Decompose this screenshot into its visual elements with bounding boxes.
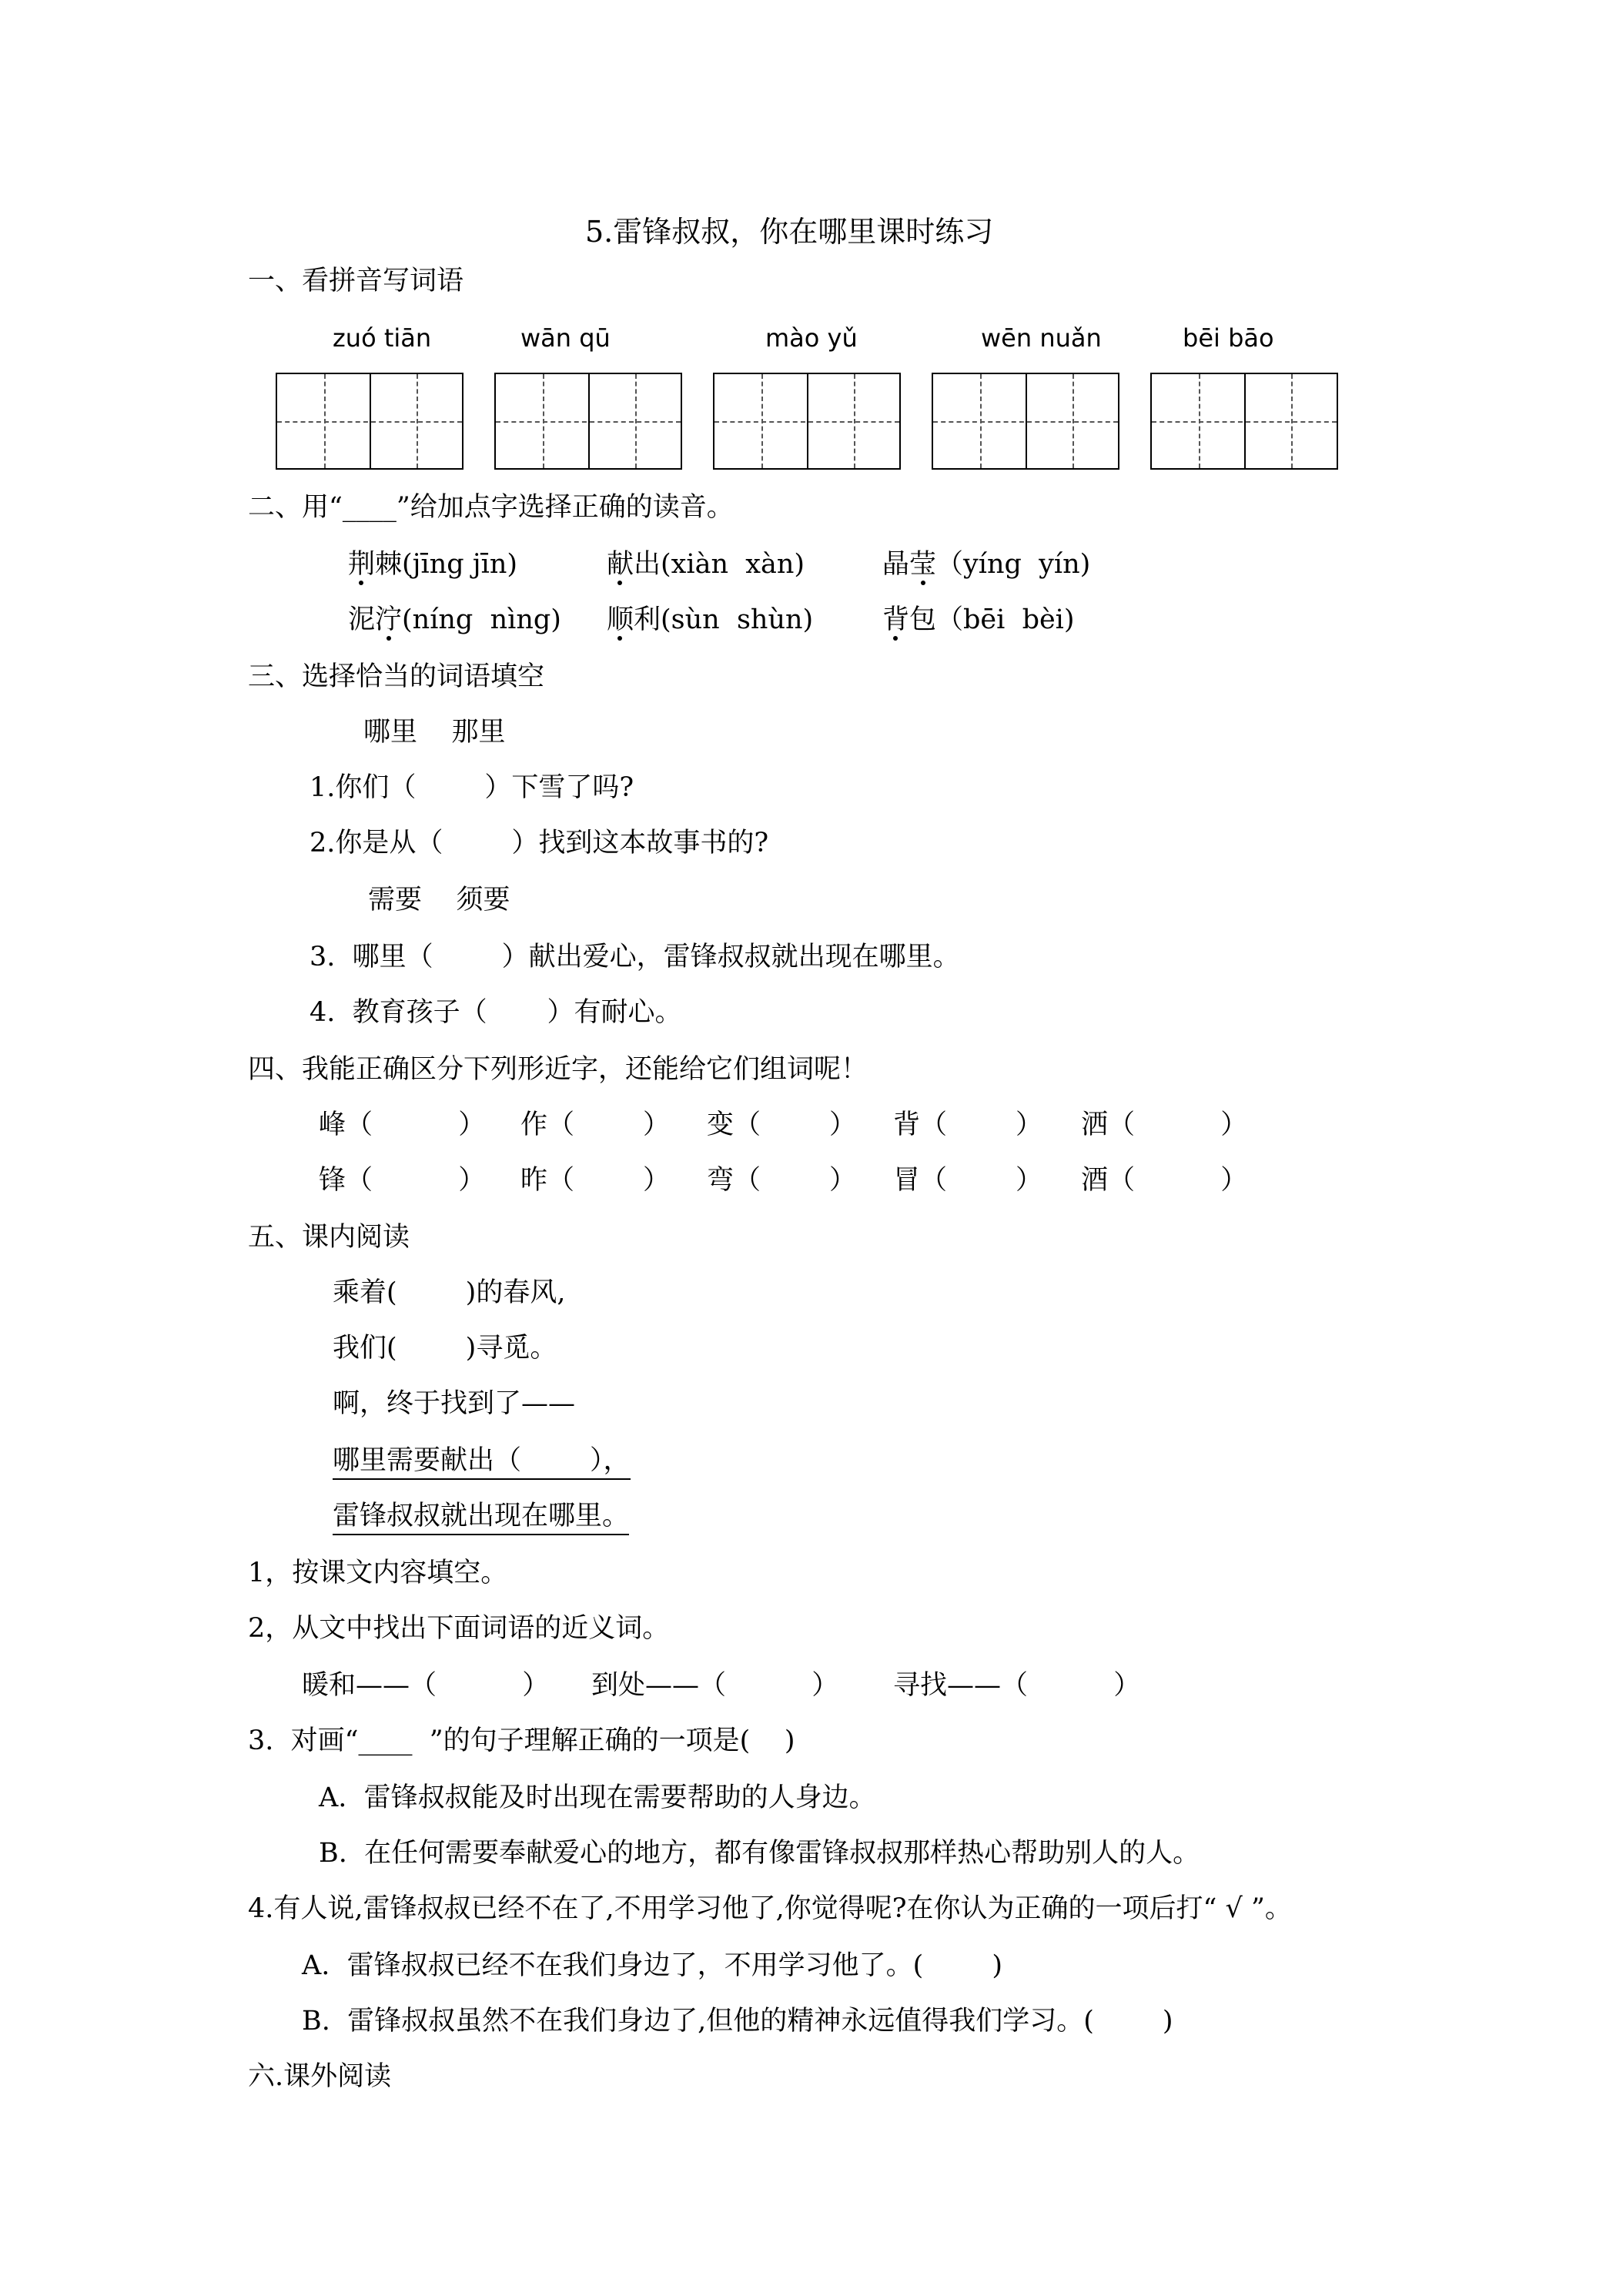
pinyin-2: wān qū xyxy=(520,323,611,353)
reading-item-3: 晶莹（yíng yín) xyxy=(882,549,1091,580)
poem-line-1: 乘着( )的春风, xyxy=(333,1277,566,1308)
fill-question-3: 3. 哪里（ ）献出爱心，雷锋叔叔就出现在哪里。 xyxy=(310,942,960,972)
writing-grid-3[interactable] xyxy=(713,373,901,470)
reading-question-4: 4.有人说,雷锋叔叔已经不在了,不用学习他了,你觉得呢?在你认为正确的一项后打“ √ ”。 xyxy=(248,1893,1292,1924)
similar-char-9: 冒（ ） xyxy=(893,1165,1043,1196)
pinyin-4: wēn nuǎn xyxy=(981,323,1102,353)
emphasis-dot xyxy=(387,636,391,641)
fill-question-2: 2.你是从（ ）找到这本故事书的? xyxy=(310,828,769,858)
similar-char-2: 作（ ） xyxy=(520,1110,671,1140)
option-4b: B. 雷锋叔叔虽然不在我们身边了,但他的精神永远值得我们学习。( ) xyxy=(302,2006,1173,2037)
synonym-2: 到处——（ ） xyxy=(591,1670,839,1701)
emphasis-dot xyxy=(617,581,622,585)
synonym-1: 暖和——（ ） xyxy=(302,1670,550,1701)
similar-char-6: 锋（ ） xyxy=(319,1165,486,1196)
poem-line-5-underlined: 雷锋叔叔就出现在哪里。 xyxy=(333,1498,629,1535)
writing-grid-5[interactable] xyxy=(1150,373,1338,470)
emphasis-dot xyxy=(893,636,898,641)
option-3a: A. 雷锋叔叔能及时出现在需要帮助的人身边。 xyxy=(319,1782,876,1813)
similar-char-4: 背（ ） xyxy=(893,1110,1043,1140)
emphasis-dot xyxy=(359,581,363,585)
option-3b: B. 在任何需要奉献爱心的地方，都有像雷锋叔叔那样热心帮助别人的人。 xyxy=(319,1838,1200,1869)
page-title: 5.雷锋叔叔，你在哪里课时练习 xyxy=(585,215,994,249)
emphasis-dot xyxy=(921,581,925,585)
section-6-heading: 六.课外阅读 xyxy=(248,2061,392,2092)
reading-item-2: 献出(xiàn xàn) xyxy=(607,549,805,580)
option-4a: A. 雷锋叔叔已经不在我们身边了，不用学习他了。( ) xyxy=(302,1950,1002,1981)
pinyin-3: mào yǔ xyxy=(765,323,858,353)
section-1-heading: 一、看拼音写词语 xyxy=(248,266,464,296)
reading-item-5: 顺利(sùn shùn) xyxy=(607,604,814,635)
fill-question-4: 4. 教育孩子（ ）有耐心。 xyxy=(310,997,682,1028)
similar-char-7: 昨（ ） xyxy=(520,1165,671,1196)
reading-question-2: 2，从文中找出下面词语的近义词。 xyxy=(248,1613,670,1644)
writing-grid-4[interactable] xyxy=(932,373,1119,470)
reading-question-3: 3. 对画“____ ”的句子理解正确的一项是( ) xyxy=(248,1725,795,1756)
section-3-heading: 三、选择恰当的词语填空 xyxy=(248,661,545,692)
fill-question-1: 1.你们（ ）下雪了吗? xyxy=(310,772,634,803)
word-options-1: 哪里 那里 xyxy=(363,717,506,748)
reading-item-4: 泥泞(níng nìng) xyxy=(348,604,561,635)
similar-char-8: 弯（ ） xyxy=(707,1165,857,1196)
poem-line-2: 我们( )寻觅。 xyxy=(333,1333,557,1364)
section-4-heading: 四、我能正确区分下列形近字，还能给它们组词呢！ xyxy=(248,1054,868,1085)
synonym-3: 寻找——（ ） xyxy=(893,1670,1141,1701)
similar-char-5: 洒（ ） xyxy=(1081,1110,1248,1140)
similar-char-10: 酒（ ） xyxy=(1081,1165,1248,1196)
poem-line-4-underlined: 哪里需要献出（ ）， xyxy=(333,1443,631,1480)
emphasis-dot xyxy=(617,636,622,641)
reading-item-1: 荆棘(jīng jīn) xyxy=(348,549,518,580)
pinyin-1: zuó tiān xyxy=(333,323,432,353)
word-options-2: 需要 须要 xyxy=(368,885,510,915)
poem-line-3: 啊，终于找到了—— xyxy=(333,1388,576,1419)
similar-char-3: 变（ ） xyxy=(707,1110,857,1140)
writing-grid-1[interactable] xyxy=(276,373,463,470)
writing-grid-2[interactable] xyxy=(494,373,682,470)
pinyin-5: bēi bāo xyxy=(1183,323,1274,353)
section-2-heading: 二、用“____”给加点字选择正确的读音。 xyxy=(248,492,734,523)
reading-question-1: 1，按课文内容填空。 xyxy=(248,1558,508,1588)
section-5-heading: 五、课内阅读 xyxy=(248,1222,410,1253)
similar-char-1: 峰（ ） xyxy=(319,1110,486,1140)
reading-item-6: 背包（bēi bèi) xyxy=(882,604,1075,635)
